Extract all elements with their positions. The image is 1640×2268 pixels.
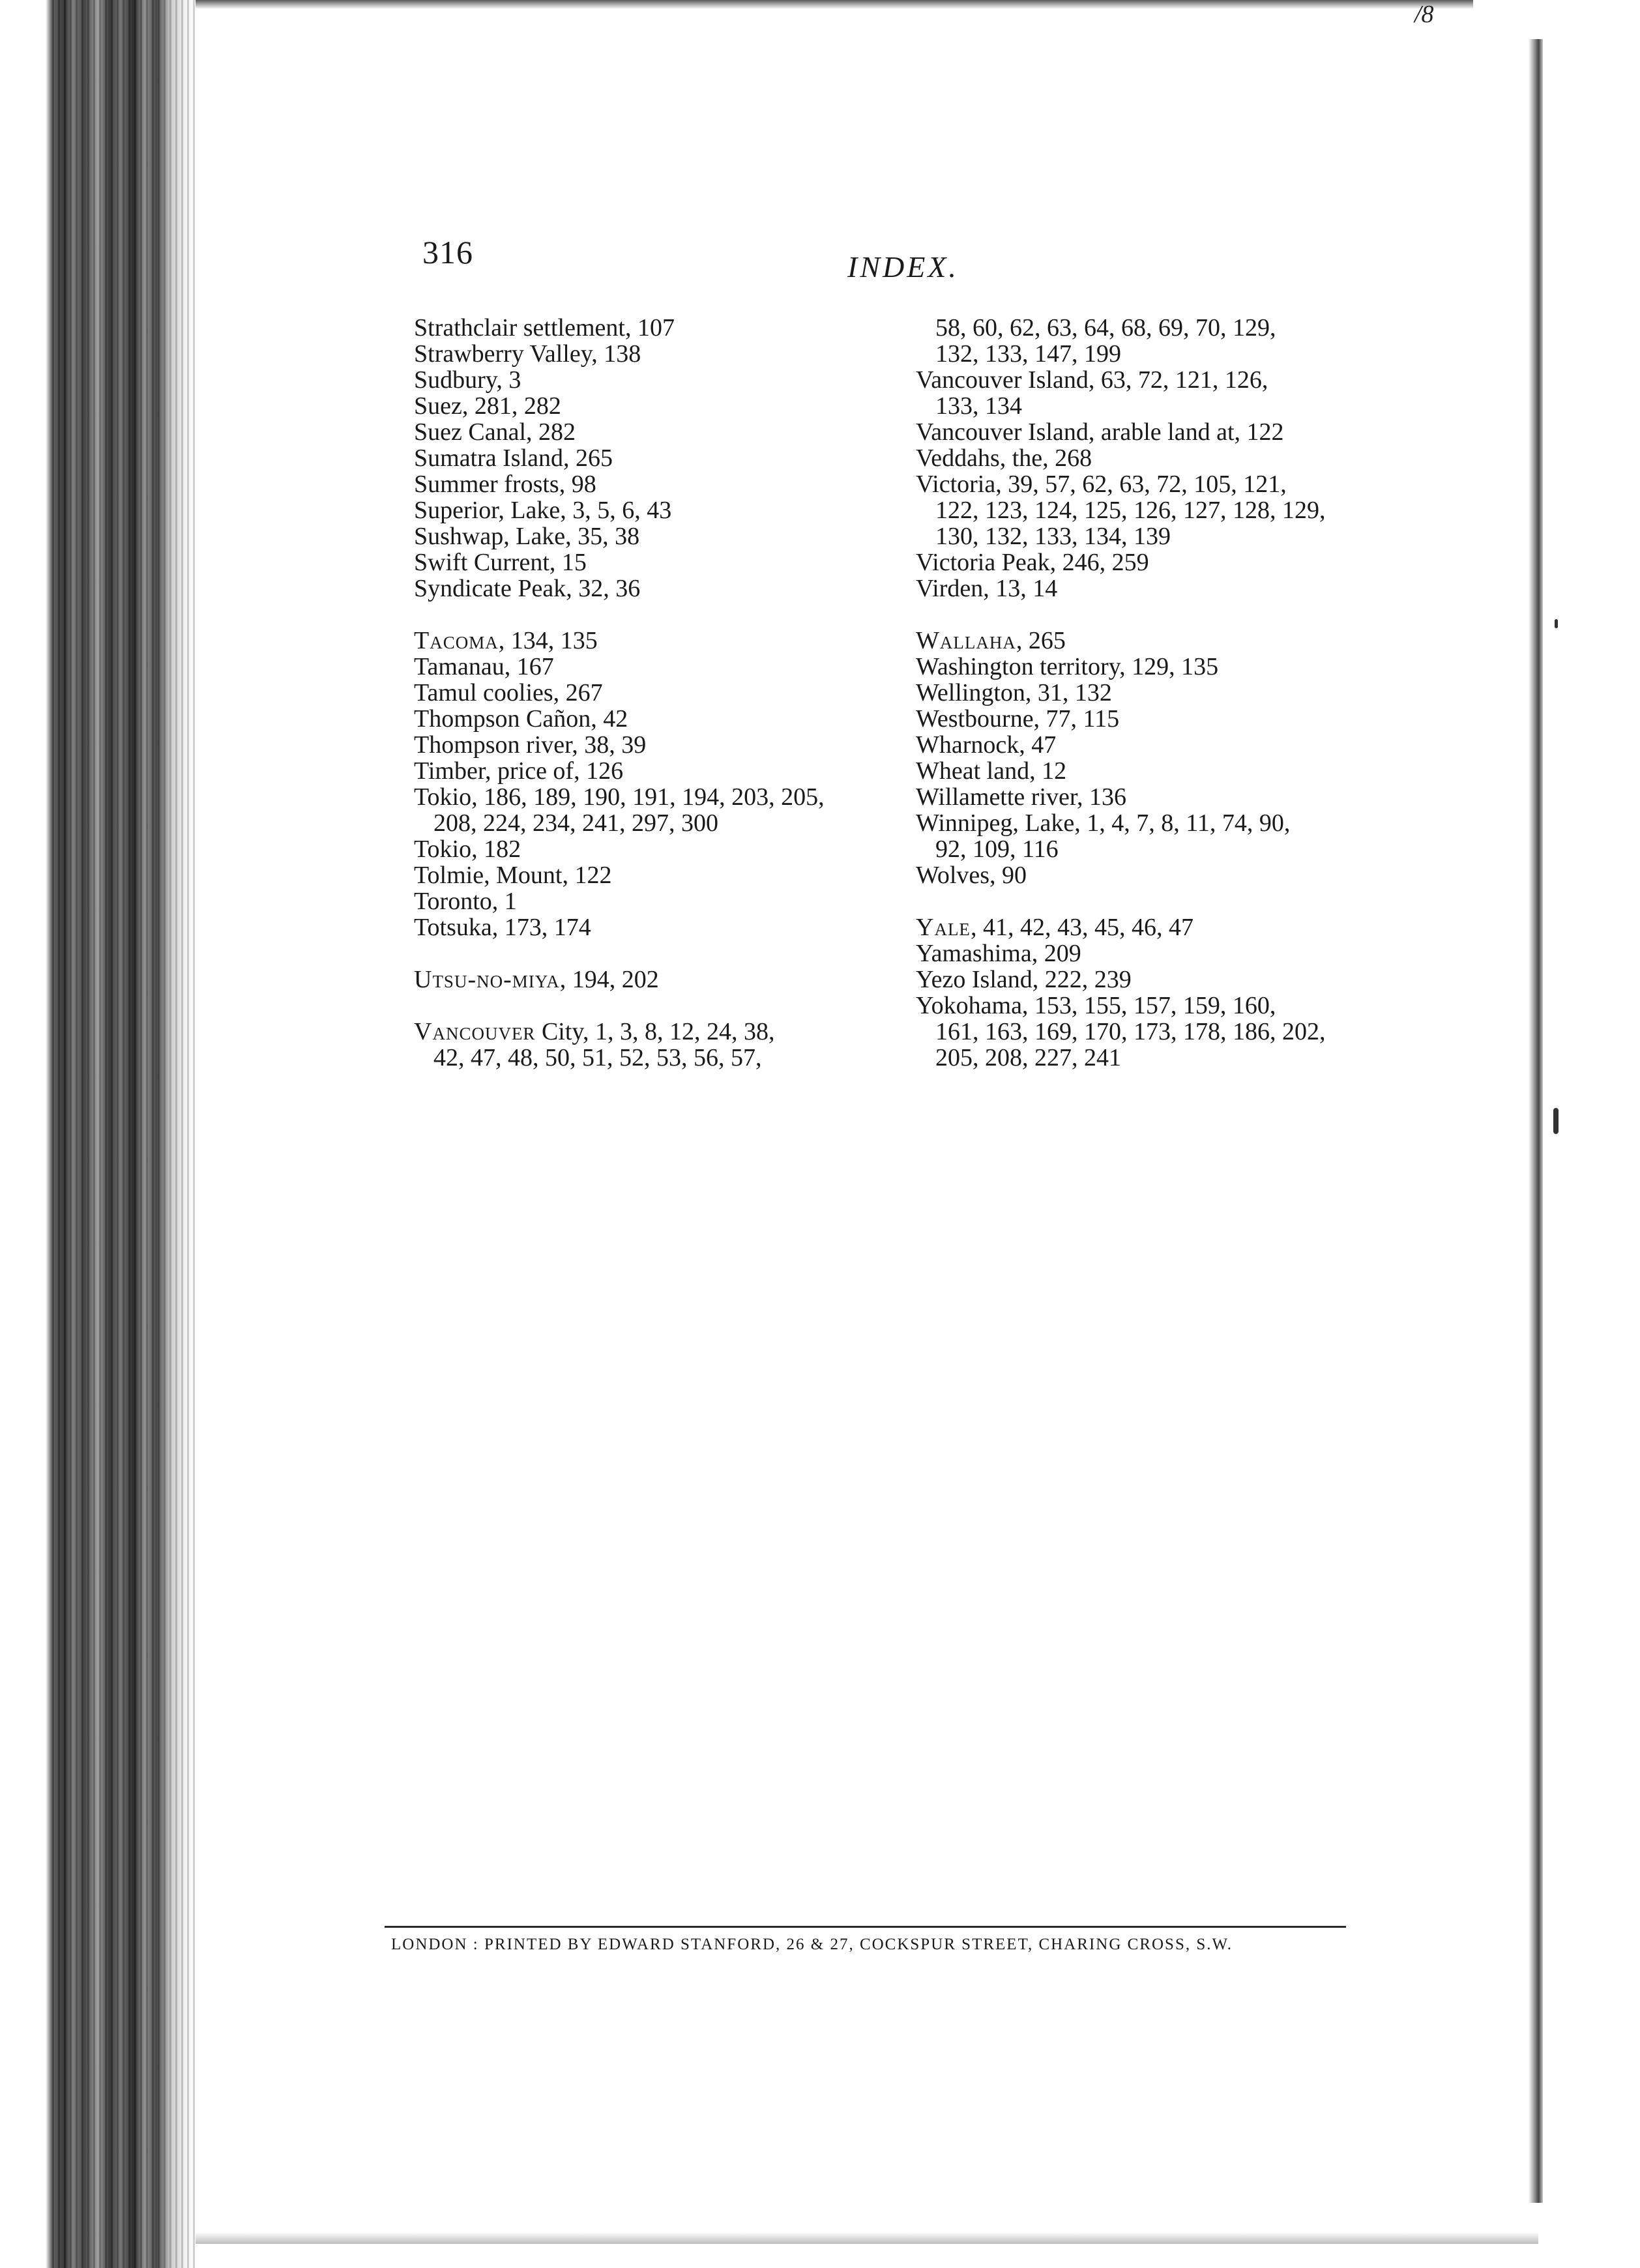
- index-entry: [916, 940, 1411, 967]
- index-entry: [414, 836, 883, 862]
- edge-mark: [1555, 619, 1558, 628]
- index-entry: [414, 523, 883, 549]
- index-entry: [916, 523, 1411, 549]
- printer-imprint: LONDON : PRINTED BY EDWARD STANFORD, 26 & 27, COCKSPUR STREET, CHARING CROSS, S.W.: [391, 1936, 1233, 1953]
- entry-text: Tolmie, Mount, 122: [414, 862, 612, 889]
- entry-text: Wharnock, 47: [916, 731, 1057, 759]
- index-entry: [414, 888, 883, 914]
- entry-text: , 41, 42, 43, 45, 46, 47: [970, 914, 1193, 941]
- entry-text: Tamanau, 167: [414, 653, 554, 680]
- entry-text: Westbourne, 77, 115: [916, 705, 1120, 733]
- index-entry: [916, 367, 1411, 419]
- index-entry: [916, 549, 1411, 575]
- entry-text: Syndicate Peak, 32, 36: [414, 575, 641, 602]
- index-entry: [414, 967, 883, 993]
- entry-text: Wolves, 90: [916, 862, 1027, 889]
- section-gap: [916, 602, 1411, 628]
- entry-lead-smallcaps: Wallaha: [916, 627, 1016, 654]
- section-gap: [414, 993, 883, 1019]
- index-entry: [916, 810, 1411, 862]
- entry-text: Vancouver Island, 63, 72, 121, 126,: [916, 366, 1268, 394]
- entry-text: Yamashima, 209: [916, 940, 1081, 967]
- entry-continuation: 122, 123, 124, 125, 126, 127, 128, 129,: [935, 497, 1326, 524]
- entry-text: Washington territory, 129, 135: [916, 653, 1219, 680]
- entry-text: , 134, 135: [498, 627, 598, 654]
- entry-text: Sudbury, 3: [414, 366, 521, 394]
- entry-text: Vancouver Island, arable land at, 122: [916, 418, 1284, 446]
- index-entry: [414, 732, 883, 758]
- entry-text: Summer frosts, 98: [414, 471, 596, 498]
- index-column-left: [414, 315, 883, 1071]
- entry-text: Toronto, 1: [414, 888, 517, 915]
- index-entry: [414, 367, 883, 393]
- entry-text: Totsuka, 173, 174: [414, 914, 591, 941]
- edge-mark: [1553, 1108, 1559, 1134]
- entry-continuation: 58, 60, 62, 63, 64, 68, 69, 70, 129,: [935, 314, 1276, 342]
- entry-text: Tokio, 186, 189, 190, 191, 194, 203, 205,: [414, 783, 825, 811]
- entry-text: Thompson Cañon, 42: [414, 705, 628, 733]
- entry-text: Suez Canal, 282: [414, 418, 576, 446]
- entry-text: Swift Current, 15: [414, 549, 587, 576]
- entry-continuation: 161, 163, 169, 170, 173, 178, 186, 202,: [935, 1018, 1326, 1045]
- index-entry: [916, 419, 1411, 445]
- index-entry: [916, 993, 1411, 1045]
- entry-text: Wellington, 31, 132: [916, 679, 1112, 706]
- index-entry: [414, 680, 883, 706]
- index-entry: [916, 914, 1411, 940]
- spine-texture: [52, 0, 196, 2268]
- entry-continuation: 92, 109, 116: [935, 836, 1059, 863]
- page-right-edge: [1529, 39, 1543, 2203]
- entry-lead-smallcaps: Tacoma: [414, 627, 499, 654]
- index-entry: [916, 445, 1411, 471]
- index-entry: [916, 628, 1411, 654]
- page-bottom-edge: [196, 2232, 1538, 2244]
- entry-text: Yokohama, 153, 155, 157, 159, 160,: [916, 992, 1276, 1019]
- index-entry: [916, 784, 1411, 810]
- index-entry: [916, 1045, 1411, 1071]
- entry-text: , 194, 202: [559, 966, 659, 993]
- entry-text: Thompson river, 38, 39: [414, 731, 647, 759]
- running-head: INDEX.: [847, 250, 959, 284]
- section-gap: [414, 602, 883, 628]
- index-entry: [916, 341, 1411, 367]
- entry-text: Tokio, 182: [414, 836, 521, 863]
- index-entry: [414, 419, 883, 445]
- index-entry: [414, 706, 883, 732]
- index-entry: [916, 967, 1411, 993]
- index-entry: [414, 1019, 883, 1071]
- entry-text: Yezo Island, 222, 239: [916, 966, 1132, 993]
- index-entry: [916, 732, 1411, 758]
- entry-text: City, 1, 3, 8, 12, 24, 38,: [535, 1018, 775, 1045]
- page-number: 316: [422, 234, 473, 270]
- entry-text: Sushwap, Lake, 35, 38: [414, 523, 640, 550]
- index-entry: [916, 862, 1411, 888]
- index-entry: [414, 628, 883, 654]
- entry-text: Veddahs, the, 268: [916, 444, 1092, 472]
- index-entry: [916, 575, 1411, 602]
- index-entry: [414, 497, 883, 523]
- entry-continuation: 205, 208, 227, 241: [935, 1044, 1121, 1071]
- entry-text: Victoria Peak, 246, 259: [916, 549, 1149, 576]
- index-entry: [414, 784, 883, 836]
- index-entry: [916, 471, 1411, 523]
- section-gap: [916, 888, 1411, 914]
- index-entry: [414, 758, 883, 784]
- index-entry: [414, 315, 883, 341]
- imprint-rule: [385, 1926, 1346, 1928]
- entry-text: Strawberry Valley, 138: [414, 340, 641, 368]
- index-entry: [414, 862, 883, 888]
- index-entry: [414, 393, 883, 419]
- entry-text: Superior, Lake, 3, 5, 6, 43: [414, 497, 672, 524]
- entry-text: Sumatra Island, 265: [414, 444, 613, 472]
- index-entry: [414, 341, 883, 367]
- entry-lead-smallcaps: Vancouver: [414, 1018, 536, 1045]
- entry-continuation: 132, 133, 147, 199: [935, 340, 1121, 368]
- entry-text: Timber, price of, 126: [414, 757, 624, 785]
- index-entry: [916, 758, 1411, 784]
- entry-lead-smallcaps: Yale: [916, 914, 971, 941]
- index-column-right: [916, 315, 1411, 1071]
- index-entry: [414, 549, 883, 575]
- entry-lead-smallcaps: Utsu-no-miya: [414, 966, 560, 993]
- index-entry: [916, 315, 1411, 341]
- index-entry: [414, 445, 883, 471]
- entry-text: Wheat land, 12: [916, 757, 1067, 785]
- page-top-edge: [196, 0, 1473, 9]
- index-entry: [414, 654, 883, 680]
- entry-text: Willamette river, 136: [916, 783, 1126, 811]
- index-entry: [916, 706, 1411, 732]
- index-entry: [916, 654, 1411, 680]
- index-entry: [414, 575, 883, 602]
- entry-text: Winnipeg, Lake, 1, 4, 7, 8, 11, 74, 90,: [916, 809, 1291, 837]
- entry-text: Suez, 281, 282: [414, 392, 561, 420]
- entry-text: , 265: [1016, 627, 1066, 654]
- entry-continuation: 130, 132, 133, 134, 139: [935, 523, 1171, 550]
- index-entry: [414, 471, 883, 497]
- entry-text: Victoria, 39, 57, 62, 63, 72, 105, 121,: [916, 471, 1287, 498]
- index-entry: [916, 680, 1411, 706]
- entry-continuation: 208, 224, 234, 241, 297, 300: [433, 809, 718, 837]
- entry-text: Virden, 13, 14: [916, 575, 1058, 602]
- section-gap: [414, 940, 883, 967]
- index-entry: [414, 914, 883, 940]
- entry-continuation: 133, 134: [935, 392, 1022, 420]
- entry-text: Strathclair settlement, 107: [414, 314, 675, 342]
- corner-mark: /8: [1414, 1, 1434, 28]
- entry-text: Tamul coolies, 267: [414, 679, 603, 706]
- entry-continuation: 42, 47, 48, 50, 51, 52, 53, 56, 57,: [433, 1044, 762, 1071]
